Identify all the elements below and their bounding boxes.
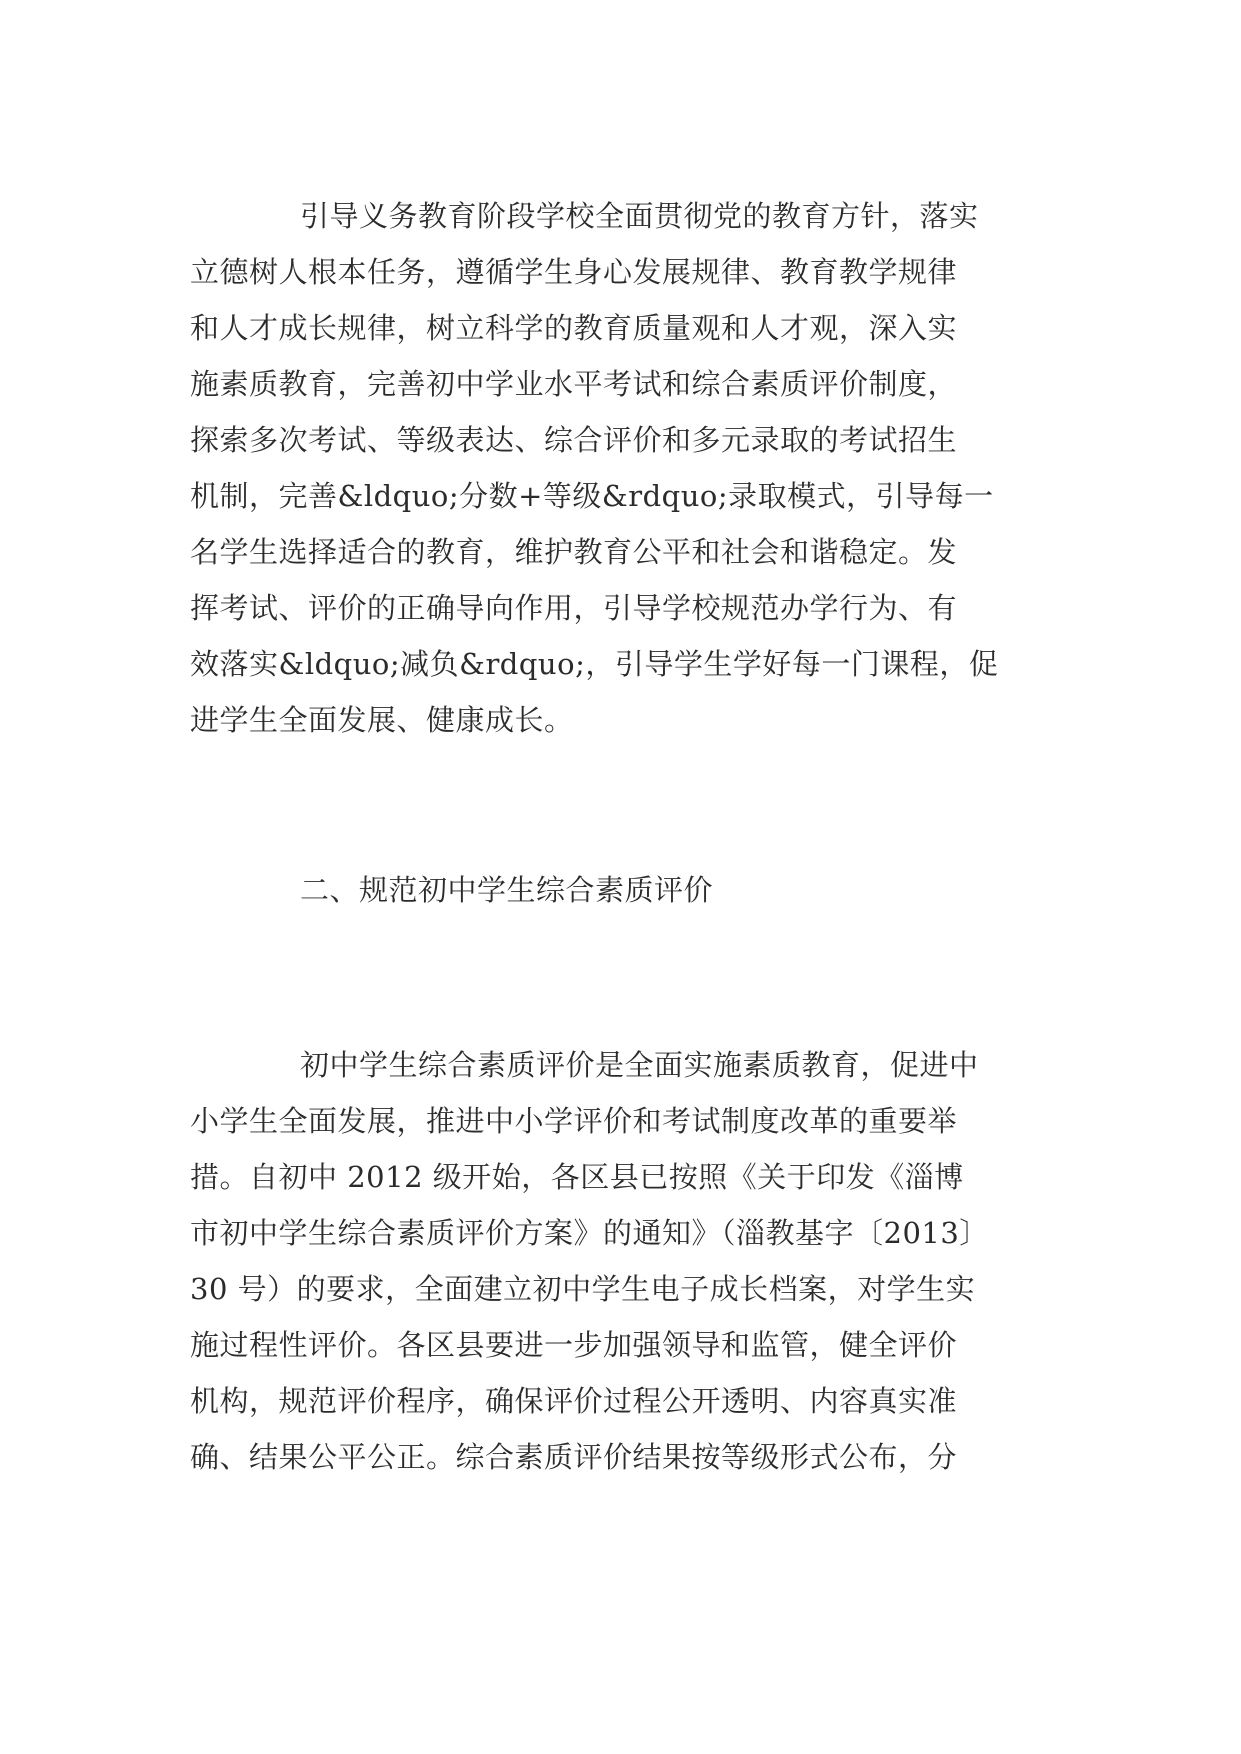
paragraph-1-line: 和人才成长规律，树立科学的教育质量观和人才观，深入实 <box>190 311 958 345</box>
paragraph-2-line: 初中学生综合素质评价是全面实施素质教育，促进中 <box>300 1048 979 1082</box>
section-heading: 二、规范初中学生综合素质评价 <box>300 873 714 907</box>
paragraph-2-line: 措。自初中 2012 级开始，各区县已按照《关于印发《淄博 <box>190 1160 964 1194</box>
paragraph-1-line: 机制，完善&ldquo;分数+等级&rdquo;录取模式，引导每一 <box>190 479 994 513</box>
paragraph-1-line: 施素质教育，完善初中学业水平考试和综合素质评价制度， <box>190 367 958 401</box>
paragraph-1-line: 探索多次考试、等级表达、综合评价和多元录取的考试招生 <box>190 423 958 457</box>
paragraph-1-line: 进学生全面发展、健康成长。 <box>190 703 574 737</box>
paragraph-2-line: 确、结果公平公正。综合素质评价结果按等级形式公布，分 <box>190 1440 958 1474</box>
paragraph-2-line: 机构，规范评价程序，确保评价过程公开透明、内容真实准 <box>190 1384 958 1418</box>
paragraph-1-line: 挥考试、评价的正确导向作用，引导学校规范办学行为、有 <box>190 591 958 625</box>
paragraph-2-line: 市初中学生综合素质评价方案》的通知》（淄教基字〔2013〕 <box>190 1216 989 1250</box>
paragraph-1-line: 引导义务教育阶段学校全面贯彻党的教育方针，落实 <box>300 199 979 233</box>
paragraph-1-line: 名学生选择适合的教育，维护教育公平和社会和谐稳定。发 <box>190 535 958 569</box>
paragraph-2-line: 小学生全面发展，推进中小学评价和考试制度改革的重要举 <box>190 1104 958 1138</box>
paragraph-2-line: 30 号）的要求，全面建立初中学生电子成长档案，对学生实 <box>190 1272 976 1306</box>
paragraph-2-line: 施过程性评价。各区县要进一步加强领导和监管，健全评价 <box>190 1328 958 1362</box>
paragraph-1-line: 效落实&ldquo;减负&rdquo;，引导学生学好每一门课程，促 <box>190 647 999 681</box>
paragraph-1-line: 立德树人根本任务，遵循学生身心发展规律、教育教学规律 <box>190 255 958 289</box>
